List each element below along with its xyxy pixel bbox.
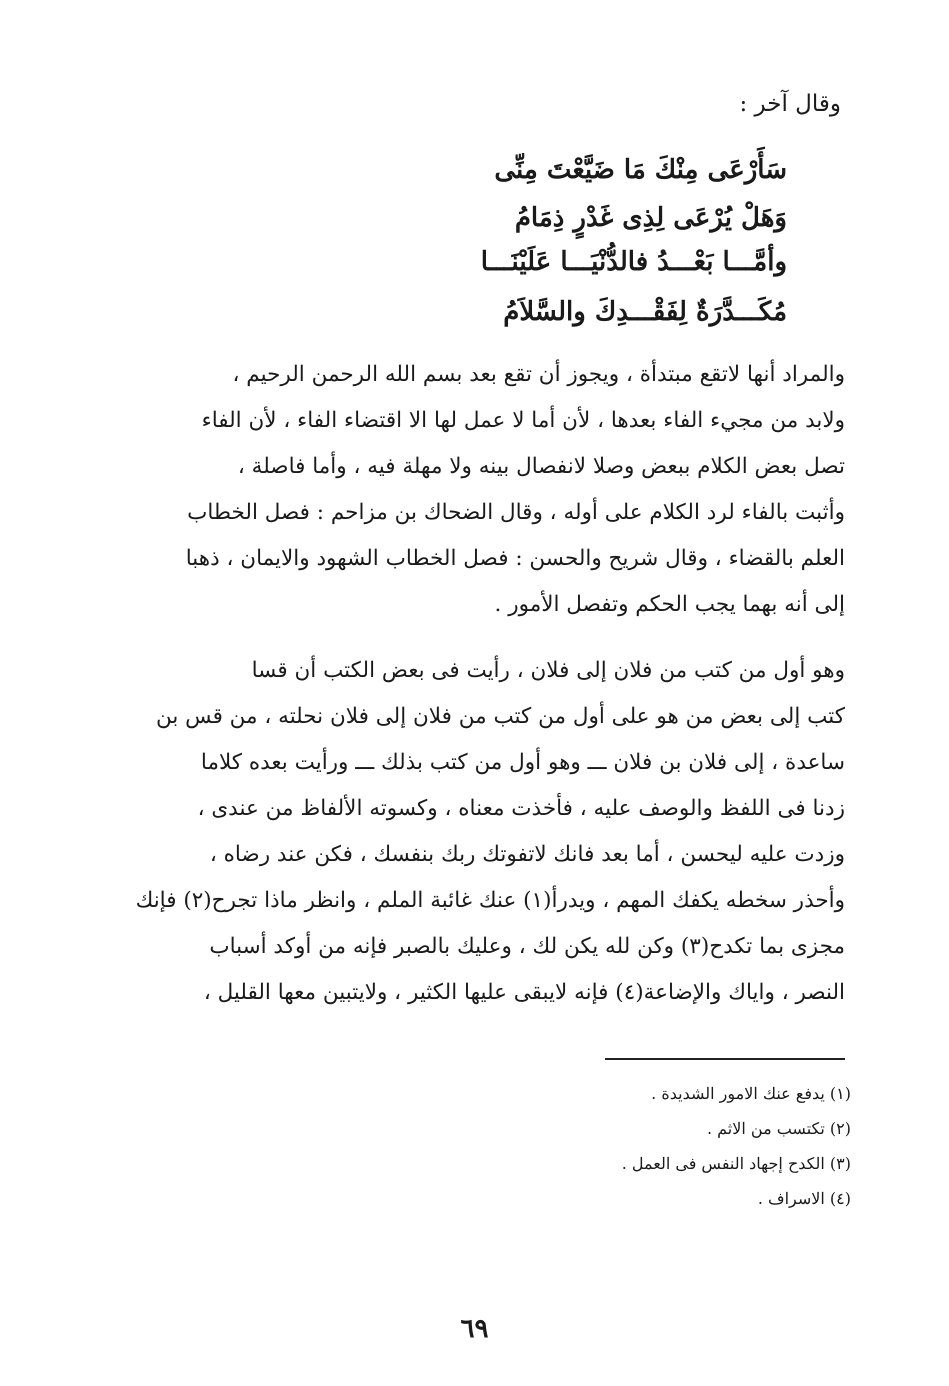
poem-intro: وقال آخر : — [739, 91, 841, 117]
paragraph-1-line-6: إلى أنه بهما يجب الحكم وتفصل الأمور . — [494, 592, 845, 617]
footnote-3: (٣) الكدح إجهاد النفس فى العمل . — [621, 1154, 851, 1173]
poem-verse-3: وأمَّـــا بَعْـــدُ فالدُّنْيَـــا عَلَيْنَـــا — [480, 247, 787, 277]
paragraph-1 — [145, 352, 845, 628]
paragraph-2 — [135, 648, 845, 1016]
paragraph-1-line-3: تصل بعض الكلام ببعض وصلا لانفصال بينه ولا مهلة فيه ، وأما فاصلة ، — [237, 454, 845, 479]
poem-verse-1: سَأَرْعَى مِنْكَ مَا ضَيَّعْتَ مِنِّى — [494, 155, 787, 185]
poem-verse-2: وَهَلْ يُرْعَى لِذِى غَدْرٍ ذِمَامُ — [514, 203, 787, 233]
paragraph-2-line-4: زدنا فى اللفظ والوصف عليه ، فأخذت معناه ، وكسوته الألفاظ من عندى ، — [197, 796, 845, 821]
paragraph-2-line-6: وأحذر سخطه يكفك المهم ، ويدرأ(١) عنك غائبة الملم ، وانظر ماذا تجرح(٢) فإنك — [135, 888, 845, 913]
paragraph-2-line-7: مجزى بما تكدح(٣) وكن لله يكن لك ، وعليك بالصبر فإنه من أوكد أسباب — [209, 934, 845, 959]
poem-verse-4: مُكَـــدَّرَةٌ لِفَقْـــدِكَ والسَّلاَمُ — [503, 297, 787, 327]
footnotes — [622, 1076, 851, 1216]
paragraph-1-line-1: والمراد أنها لاتقع مبتدأة ، ويجوز أن تقع بعد بسم الله الرحمن الرحيم ، — [232, 362, 845, 387]
paragraph-2-line-2: كتب إلى بعض من هو على أول من كتب من فلان إلى فلان نحلته ، من قس بن — [155, 704, 845, 729]
paragraph-2-line-8: النصر ، واياك والإضاعة(٤) فإنه لايبقى عليها الكثير ، ولايتبين معها القليل ، — [203, 980, 845, 1005]
paragraph-2-line-3: ساعدة ، إلى فلان بن فلان ـــ وهو أول من كتب بذلك ـــ ورأيت بعده كلاما — [200, 750, 845, 775]
paragraph-2-line-1: وهو أول من كتب من فلان إلى فلان ، رأيت فى بعض الكتب أن قسا — [251, 658, 845, 683]
paragraph-1-line-2: ولابد من مجيء الفاء بعدها ، لأن أما لا عمل لها الا اقتضاء الفاء ، لأن الفاء — [201, 408, 845, 433]
paragraph-1-line-5: العلم بالقضاء ، وقال شريح والحسن : فصل الخطاب الشهود والايمان ، ذهبا — [185, 546, 845, 571]
footnote-1: (١) يدفع عنك الامور الشديدة . — [651, 1084, 851, 1103]
footnote-divider — [605, 1058, 845, 1060]
paragraph-2-line-5: وزدت عليه ليحسن ، أما بعد فانك لاتفوتك ربك بنفسك ، فكن عند رضاه ، — [209, 842, 845, 867]
footnote-2: (٢) تكتسب من الاثم . — [706, 1119, 851, 1138]
paragraph-1-line-4: وأثبت بالفاء لرد الكلام على أوله ، وقال الضحاك بن مزاحم : فصل الخطاب — [187, 500, 845, 525]
footnote-4: (٤) الاسراف . — [757, 1189, 851, 1208]
page-number: ٦٩ — [460, 1314, 489, 1344]
